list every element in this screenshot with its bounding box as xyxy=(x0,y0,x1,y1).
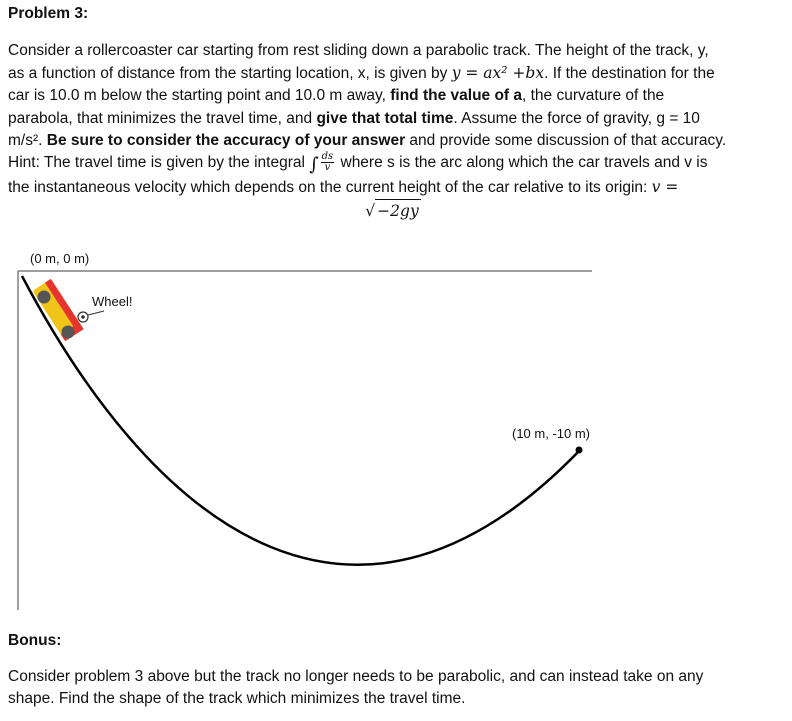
line-7-text: the instantaneous velocity which depends on the current height of the car relative to its origin: xyxy=(8,179,652,197)
line-4-bold: give that total time xyxy=(316,109,454,127)
ds-over-v-fraction xyxy=(321,152,335,173)
origin-label: (0 m, 0 m) xyxy=(30,251,90,266)
bonus-title: Bonus: xyxy=(8,632,62,649)
line-2-text: as a function of distance from the starting location, x, is given by xyxy=(8,65,452,83)
line-5-suffix: and provide some discussion of that accuracy. xyxy=(405,131,727,149)
line-6-suffix: where s is the arc along which the car travels and v is xyxy=(336,154,708,172)
velocity-equation: v = xyxy=(651,178,679,197)
line-3-bold: find the value of a xyxy=(390,87,523,105)
parabolic-track xyxy=(22,276,580,565)
end-point-label: (10 m, -10 m) xyxy=(512,426,591,441)
problem-statement xyxy=(8,40,778,224)
wheel-icon xyxy=(38,291,51,304)
bonus-statement xyxy=(8,666,778,710)
line-5-bold: Be sure to consider the accuracy of your answer xyxy=(46,131,406,149)
problem-title: Problem 3: xyxy=(8,5,89,22)
bonus-line-1: Consider problem 3 above but the track no longer needs to be parabolic, and can instead take on any xyxy=(8,668,704,685)
wheel-pointer xyxy=(88,311,104,315)
height-equation: y = ax² +bx xyxy=(451,64,545,83)
fraction-numerator: ds xyxy=(321,151,334,163)
line-2-suffix: . If the destination for the xyxy=(544,65,715,83)
integral-sign: ∫ xyxy=(309,154,319,176)
line-3-suffix: , the curvature of the xyxy=(522,87,665,105)
end-point xyxy=(576,447,583,454)
problem-line-4 xyxy=(8,108,778,130)
line-4-suffix: . Assume the force of gravity, g = 10 xyxy=(453,109,700,127)
rollercoaster-figure xyxy=(0,238,792,628)
problem-line-1: Consider a rollercoaster car starting from rest sliding down a parabolic track. The height of the track, y, xyxy=(8,42,709,59)
line-5-text: m/s². xyxy=(8,131,47,149)
sqrt-expression: −2gy xyxy=(375,199,421,222)
line-3-text: car is 10.0 m below the starting point and 10.0 m away, xyxy=(8,87,391,105)
problem-line-6 xyxy=(8,152,778,176)
problem-line-8 xyxy=(8,199,778,223)
wheel-icon xyxy=(62,326,75,339)
labeled-wheel-hub xyxy=(81,315,85,319)
line-6-text: Hint: The travel time is given by the integral xyxy=(8,154,310,172)
wheel-label: Wheel! xyxy=(92,294,133,309)
problem-line-2 xyxy=(8,62,778,85)
sqrt-sign: √ xyxy=(365,202,376,221)
line-4-text: parabola, that minimizes the travel time, and xyxy=(8,109,317,127)
problem-line-3 xyxy=(8,85,778,107)
problem-line-5 xyxy=(8,130,778,152)
problem-line-7 xyxy=(8,176,778,199)
fraction-denominator: v xyxy=(324,162,331,174)
bonus-line-2: shape. Find the shape of the track which minimizes the travel time. xyxy=(8,690,466,708)
